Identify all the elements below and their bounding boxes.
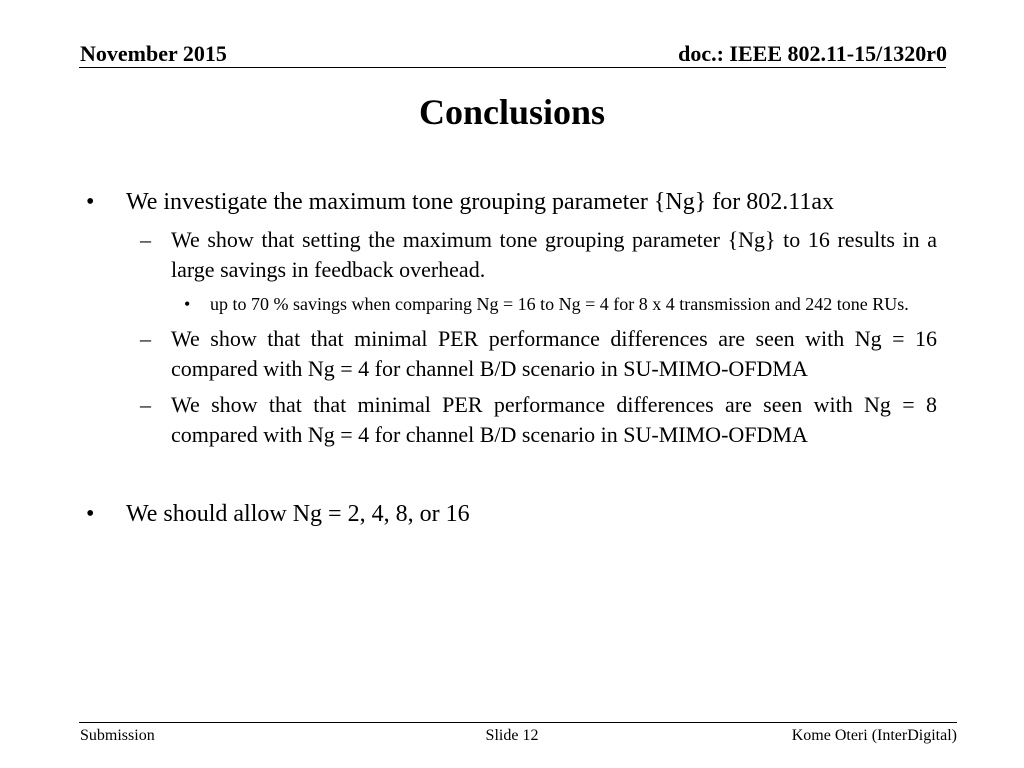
sub-bullet-item: [80, 225, 937, 285]
header-doc-id: doc.: IEEE 802.11-15/1320r0: [678, 41, 947, 66]
dash-marker: –: [140, 392, 151, 417]
bullet-marker: •: [86, 189, 95, 215]
footer-submission: Submission: [80, 727, 155, 744]
header-date: November 2015: [80, 41, 227, 66]
sub-sub-bullet-item: [80, 291, 937, 318]
sub-bullet-text: We show that setting the maximum tone grouping parameter {Ng} to 16 results in a large savings in feedback overhead.: [171, 227, 937, 282]
sub-sub-bullet-text: up to 70 % savings when comparing Ng = 16 to Ng = 4 for 8 x 4 transmission and 242 tone RUs.: [210, 294, 909, 314]
sub-bullet-item: [80, 324, 937, 384]
sub-bullet-text: We show that that minimal PER performance differences are seen with Ng = 16 compared with Ng = 4 for channel B/D scenario in SU-MIMO-OFDMA: [171, 326, 937, 381]
footer-divider: [79, 722, 957, 723]
bullet-text: We should allow Ng = 2, 4, 8, or 16: [126, 501, 470, 527]
spacer: [80, 450, 937, 497]
dash-marker: –: [140, 326, 151, 351]
sub-bullet-text: We show that that minimal PER performance differences are seen with Ng = 8 compared with Ng = 4 for channel B/D scenario in SU-MIMO-OFDMA: [171, 392, 937, 447]
bullet-marker: •: [86, 501, 95, 527]
sub-bullet-item: [80, 390, 937, 450]
slide-body: [80, 185, 937, 531]
bullet-text: We investigate the maximum tone grouping parameter {Ng} for 802.11ax: [126, 189, 835, 215]
bullet-marker: •: [184, 294, 191, 314]
header-divider: [79, 67, 946, 68]
slide-title: Conclusions: [418, 92, 606, 132]
dash-marker: –: [140, 227, 151, 252]
footer-author: Kome Oteri (InterDigital): [791, 727, 957, 744]
bullet-item: [80, 185, 937, 219]
bullet-item: [80, 497, 937, 531]
footer-slide-number: Slide 12: [485, 727, 539, 744]
